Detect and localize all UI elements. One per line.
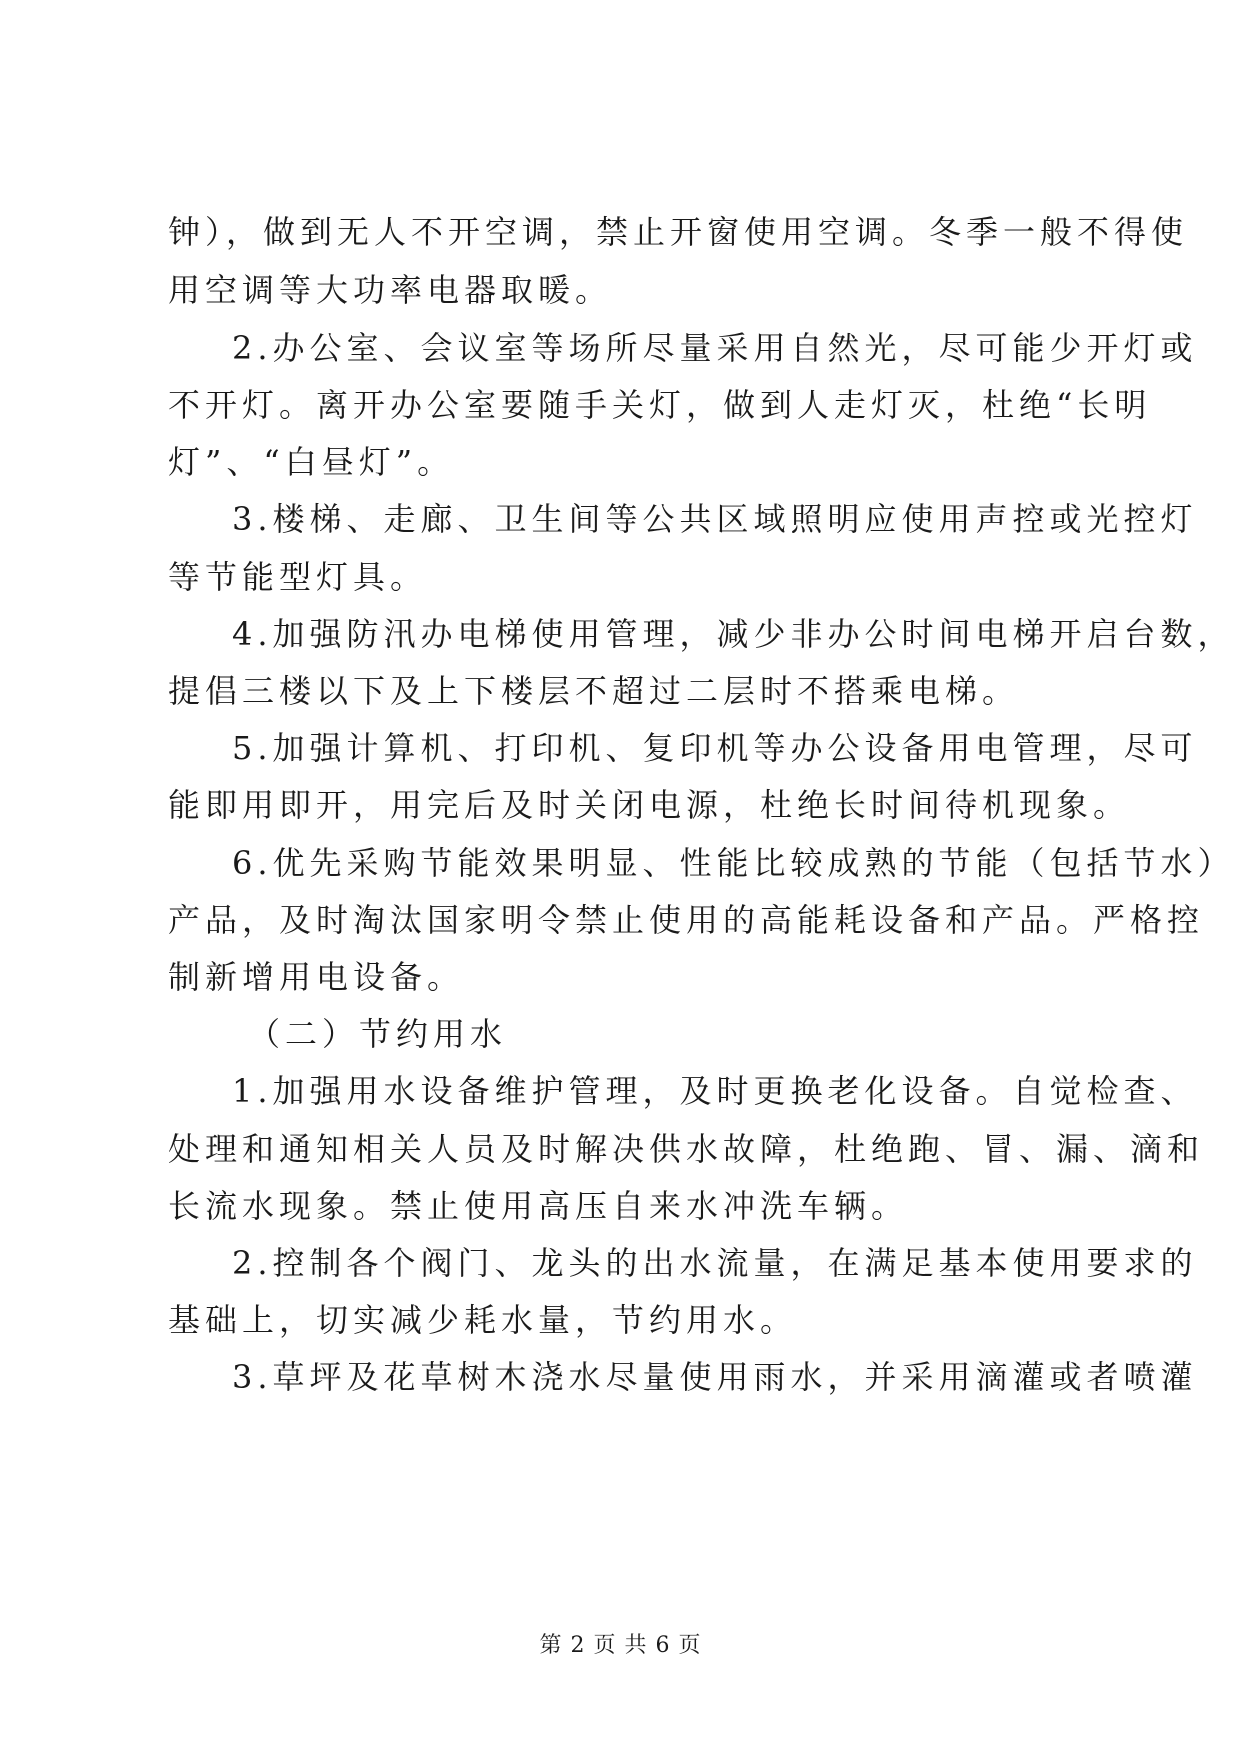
text-line: 提倡三楼以下及上下楼层不超过二层时不搭乘电梯。 <box>168 672 1020 710</box>
text-line: 3.楼梯、走廊、卫生间等公共区域照明应使用声控或光控灯 <box>232 500 1198 538</box>
text-line: 长流水现象。禁止使用高压自来水冲洗车辆。 <box>168 1187 909 1225</box>
text-line: 2.控制各个阀门、龙头的出水流量，在满足基本使用要求的 <box>232 1244 1198 1282</box>
text-line: 产品，及时淘汰国家明令禁止使用的高能耗设备和产品。严格控 <box>168 901 1205 939</box>
section-heading: （二）节约用水 <box>248 1015 508 1053</box>
text-line: 1.加强用水设备维护管理，及时更换老化设备。自觉检查、 <box>232 1072 1198 1110</box>
text-line: 不开灯。离开办公室要随手关灯，做到人走灯灭，杜绝“长明 <box>168 386 1152 424</box>
text-line: 3.草坪及花草树木浇水尽量使用雨水，并采用滴灌或者喷灌 <box>232 1358 1198 1396</box>
text-line: 6.优先采购节能效果明显、性能比较成熟的节能（包括节水） <box>232 844 1235 882</box>
text-line: 等节能型灯具。 <box>168 558 428 596</box>
text-line: 2.办公室、会议室等场所尽量采用自然光，尽可能少开灯或 <box>232 329 1198 367</box>
text-line: 灯”、“白昼灯”。 <box>168 443 455 481</box>
text-line: 基础上，切实减少耗水量，节约用水。 <box>168 1301 798 1339</box>
text-line: 处理和通知相关人员及时解决供水故障，杜绝跑、冒、漏、滴和 <box>168 1130 1205 1168</box>
page-number-footer: 第 2 页 共 6 页 <box>539 1633 702 1658</box>
text-line: 钟），做到无人不开空调，禁止开窗使用空调。冬季一般不得使 <box>168 213 1189 251</box>
text-line: 5.加强计算机、打印机、复印机等办公设备用电管理，尽可 <box>232 729 1198 767</box>
text-line: 能即用即开，用完后及时关闭电源，杜绝长时间待机现象。 <box>168 786 1131 824</box>
text-line: 用空调等大功率电器取暖。 <box>168 271 613 309</box>
text-line: 制新增用电设备。 <box>168 958 465 996</box>
text-line: 4.加强防汛办电梯使用管理，减少非办公时间电梯开启台数， <box>232 615 1235 653</box>
